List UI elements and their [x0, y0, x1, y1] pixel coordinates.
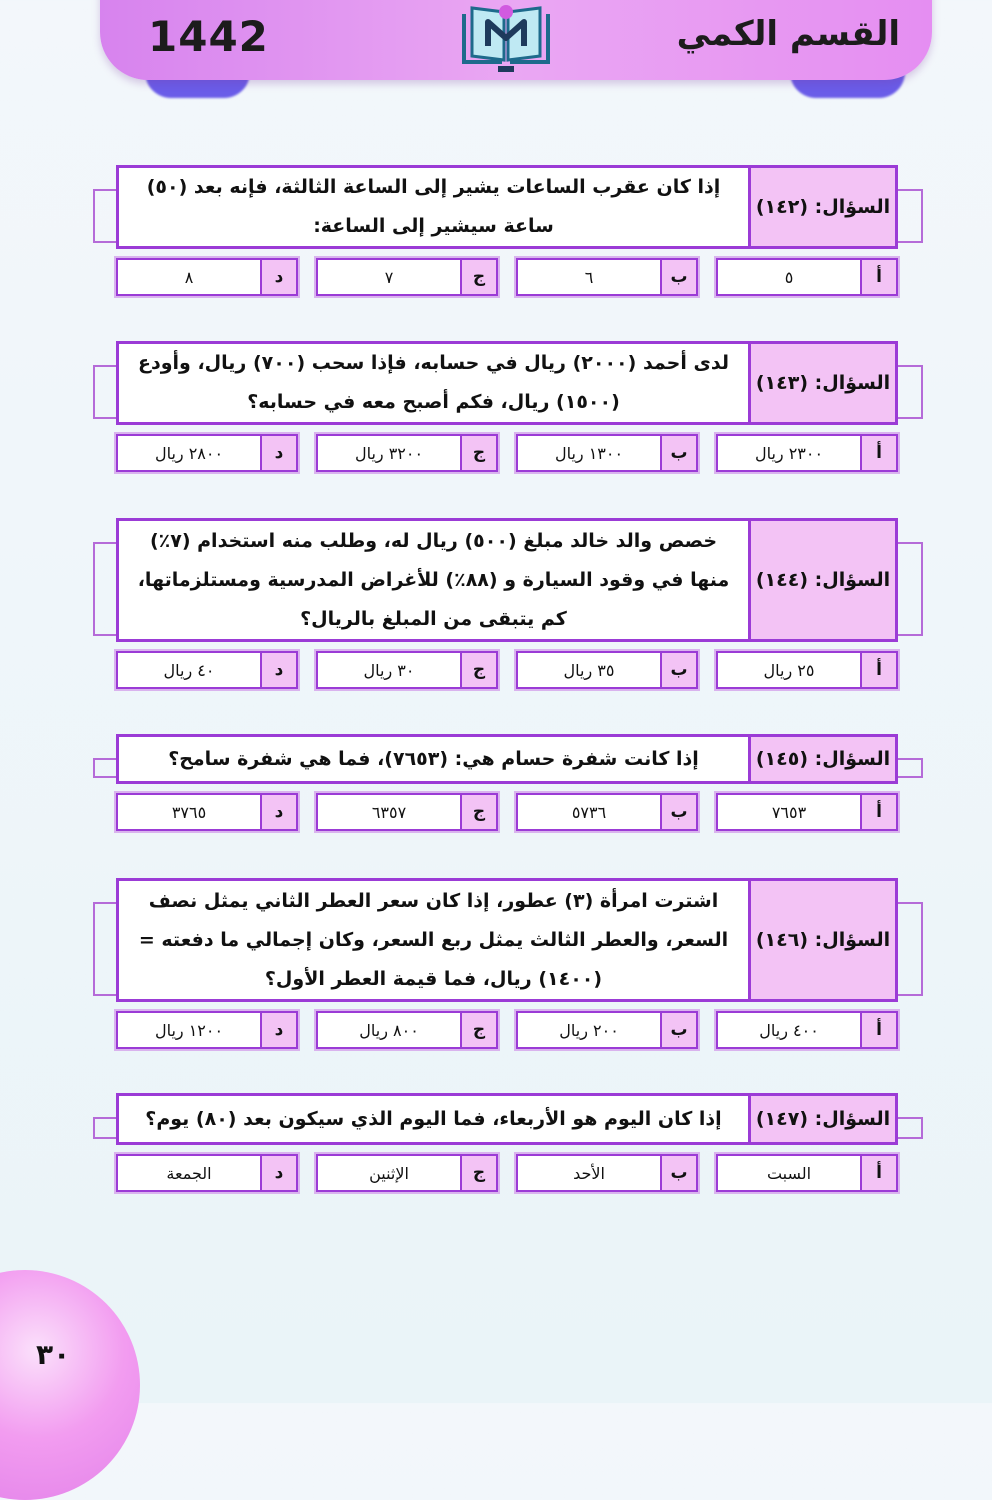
- question-text: لدى أحمد (٢٠٠٠) ريال في حسابه، فإذا سحب (٧٠٠) ريال، وأودع (١٥٠٠) ريال، فكم أصبح معه في حسابه؟: [137, 352, 729, 413]
- answer-letter: أ: [860, 436, 896, 470]
- answer-letter: أ: [860, 1013, 896, 1047]
- answer-letter: أ: [860, 653, 896, 687]
- question-text: اشترت امرأة (٣) عطور، إذا كان سعر العطر الثاني يمثل نصف السعر، والعطر الثالث يمثل ربع السعر، وكان إجمالي ما دفعته = (١٤٠٠) ريال، فما قيمة العطر الأول؟: [138, 889, 729, 990]
- question-row: [116, 165, 898, 249]
- section-title: القسم الكمي: [676, 14, 900, 54]
- question-row: [116, 734, 898, 784]
- answer-option[interactable]: [716, 1154, 898, 1192]
- answer-letter: أ: [860, 260, 896, 294]
- page-number: ٣٠: [36, 1338, 71, 1371]
- answer-letter: ب: [660, 436, 696, 470]
- answer-value: ٢٠٠ ريال: [559, 1020, 619, 1040]
- answer-option[interactable]: [116, 434, 298, 472]
- answer-options: [116, 258, 898, 296]
- answer-value: ٥: [784, 267, 794, 287]
- book-m-logo-icon: [458, 0, 554, 76]
- answer-option[interactable]: [516, 258, 698, 296]
- question-text: إذا كان عقرب الساعات يشير إلى الساعة الثالثة، فإنه بعد (٥٠) ساعة سيشير إلى الساعة:: [146, 176, 721, 237]
- question-row: [116, 518, 898, 642]
- answer-letter: ج: [460, 1156, 496, 1190]
- answer-option[interactable]: [316, 258, 498, 296]
- answer-letter: ب: [660, 1156, 696, 1190]
- answer-value: ٥٧٣٦: [571, 802, 607, 822]
- question-text: خصص والد خالد مبلغ (٥٠٠) ريال له، وطلب منه استخدام (٧٪) منها في وقود السيارة و (٨٨٪) للأغراض المدرسية ومستلزماتها، كم يتبقى من المبلغ بالريال؟: [137, 529, 730, 630]
- answer-letter: ج: [460, 795, 496, 829]
- answer-value: الجمعة: [166, 1163, 212, 1183]
- answer-options: [116, 651, 898, 689]
- question-number: السؤال: (١٤٢): [748, 168, 895, 246]
- answer-option[interactable]: [516, 434, 698, 472]
- answer-options: [116, 1011, 898, 1049]
- answer-option[interactable]: [716, 258, 898, 296]
- answer-value: ٣٢٠٠ ريال: [354, 443, 424, 463]
- question-block: [93, 165, 923, 309]
- answer-value: الإثنين: [369, 1163, 409, 1183]
- question-number: السؤال: (١٤٣): [748, 344, 895, 422]
- answer-letter: ب: [660, 795, 696, 829]
- answer-option[interactable]: [716, 651, 898, 689]
- answer-value: السبت: [766, 1163, 812, 1183]
- answer-options: [116, 793, 898, 831]
- answer-option[interactable]: [116, 258, 298, 296]
- answer-option[interactable]: [316, 651, 498, 689]
- answer-option[interactable]: [516, 651, 698, 689]
- answer-option[interactable]: [116, 793, 298, 831]
- answer-value: ٦: [584, 267, 594, 287]
- answer-value: ٣٠ ريال: [363, 660, 415, 680]
- answer-letter: د: [260, 1013, 296, 1047]
- answer-value: ٢٣٠٠ ريال: [754, 443, 824, 463]
- answer-letter: ب: [660, 260, 696, 294]
- answer-letter: د: [260, 1156, 296, 1190]
- answer-value: ٤٠ ريال: [163, 660, 215, 680]
- answer-value: ٨: [184, 267, 194, 287]
- answer-letter: ج: [460, 1013, 496, 1047]
- answer-letter: ج: [460, 260, 496, 294]
- question-block: [93, 734, 923, 844]
- answer-letter: أ: [860, 795, 896, 829]
- answer-option[interactable]: [516, 1154, 698, 1192]
- answer-option[interactable]: [516, 793, 698, 831]
- question-number: السؤال: (١٤٥): [748, 737, 895, 781]
- answer-value: ٨٠٠ ريال: [359, 1020, 419, 1040]
- answer-letter: د: [260, 436, 296, 470]
- answer-letter: ب: [660, 1013, 696, 1047]
- question-number: السؤال: (١٤٤): [748, 521, 895, 639]
- answer-value: الأحد: [573, 1163, 605, 1183]
- answer-letter: أ: [860, 1156, 896, 1190]
- question-block: [93, 878, 923, 1062]
- answer-options: [116, 1154, 898, 1192]
- answer-value: ٦٣٥٧: [371, 802, 407, 822]
- answer-options: [116, 434, 898, 472]
- answer-letter: ب: [660, 653, 696, 687]
- answer-letter: د: [260, 653, 296, 687]
- question-block: [93, 341, 923, 485]
- answer-option[interactable]: [716, 434, 898, 472]
- answer-letter: ج: [460, 653, 496, 687]
- decorative-corner-circle: [0, 1270, 140, 1500]
- answer-letter: ج: [460, 436, 496, 470]
- question-block: [93, 518, 923, 702]
- answer-option[interactable]: [716, 793, 898, 831]
- answer-option[interactable]: [316, 793, 498, 831]
- question-row: [116, 1093, 898, 1145]
- answer-letter: د: [260, 795, 296, 829]
- question-number: السؤال: (١٤٧): [748, 1096, 895, 1142]
- answer-value: ٢٥ ريال: [763, 660, 815, 680]
- answer-letter: د: [260, 260, 296, 294]
- answer-value: ١٣٠٠ ريال: [554, 443, 624, 463]
- answer-value: ٤٠٠ ريال: [759, 1020, 819, 1040]
- answer-option[interactable]: [716, 1011, 898, 1049]
- answer-option[interactable]: [116, 651, 298, 689]
- answer-option[interactable]: [516, 1011, 698, 1049]
- question-row: [116, 878, 898, 1002]
- answer-value: ٧٦٥٣: [771, 802, 807, 822]
- answer-option[interactable]: [316, 1154, 498, 1192]
- question-text: إذا كانت شفرة حسام هي: (٧٦٥٣)، فما هي شفرة سامح؟: [168, 747, 699, 770]
- answer-value: ٧: [384, 267, 394, 287]
- answer-option[interactable]: [316, 1011, 498, 1049]
- question-row: [116, 341, 898, 425]
- header-year: 1442: [148, 12, 269, 61]
- answer-value: ٢٨٠٠ ريال: [154, 443, 224, 463]
- question-block: [93, 1093, 923, 1205]
- answer-option[interactable]: [116, 1011, 298, 1049]
- answer-value: ٣٧٦٥: [171, 802, 207, 822]
- question-number: السؤال: (١٤٦): [748, 881, 895, 999]
- answer-option[interactable]: [116, 1154, 298, 1192]
- answer-value: ١٢٠٠ ريال: [154, 1020, 224, 1040]
- question-text: إذا كان اليوم هو الأربعاء، فما اليوم الذي سيكون بعد (٨٠) يوم؟: [145, 1107, 722, 1130]
- answer-option[interactable]: [316, 434, 498, 472]
- answer-value: ٣٥ ريال: [563, 660, 615, 680]
